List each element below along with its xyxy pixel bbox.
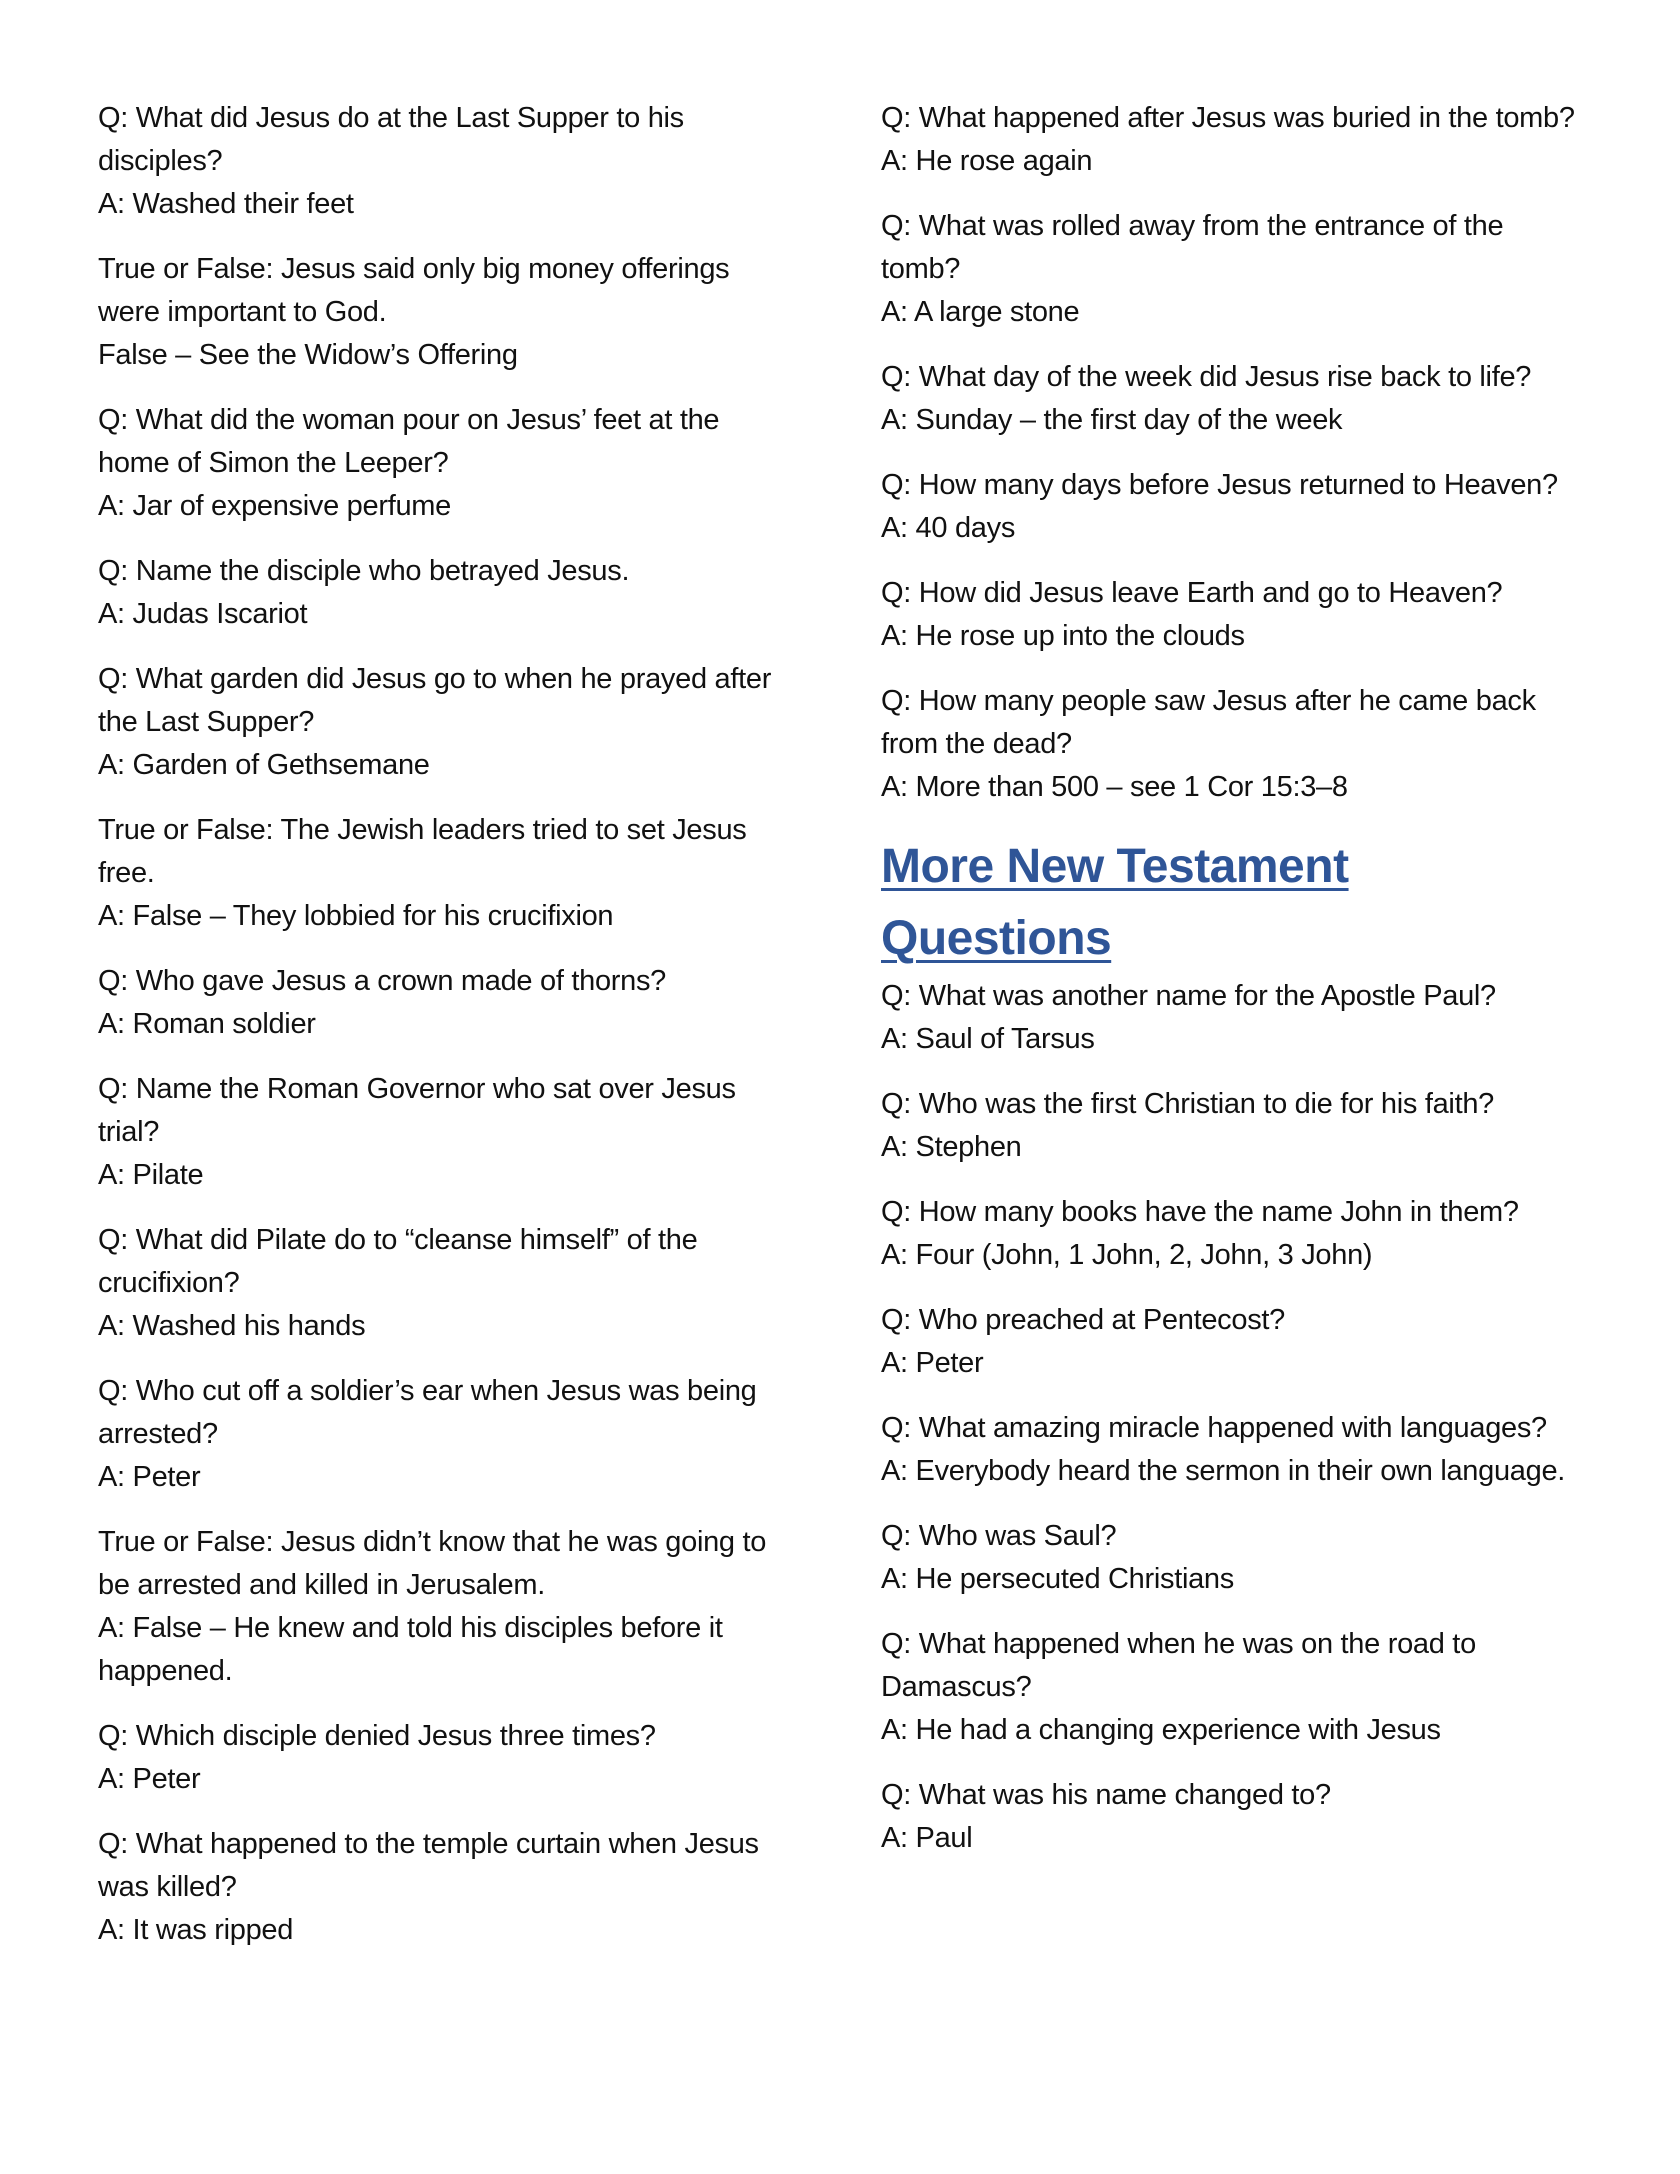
answer: A: Jar of expensive perfume xyxy=(98,490,451,522)
qa-item xyxy=(98,550,798,636)
question: Q: What was his name changed to? xyxy=(881,1779,1331,1811)
right-column xyxy=(881,97,1581,1882)
qa-item xyxy=(881,680,1581,809)
answer: A: Peter xyxy=(881,1347,984,1379)
qa-item xyxy=(881,464,1581,550)
qa-item xyxy=(98,1370,798,1499)
qa-item xyxy=(98,1068,798,1197)
question: Q: What was rolled away from the entrance of the tomb? xyxy=(881,210,1504,285)
qa-item xyxy=(98,658,798,787)
qa-item xyxy=(881,572,1581,658)
section-heading: More New Testament Questions xyxy=(881,840,1349,965)
qa-item xyxy=(881,975,1581,1061)
qa-item xyxy=(98,1823,798,1952)
answer: A: He rose up into the clouds xyxy=(881,620,1245,652)
answer: A: Paul xyxy=(881,1822,973,1854)
question: Q: How many people saw Jesus after he came back from the dead? xyxy=(881,685,1536,760)
question: Q: Who gave Jesus a crown made of thorns? xyxy=(98,965,666,997)
answer: A: Saul of Tarsus xyxy=(881,1023,1095,1055)
answer: A: Peter xyxy=(98,1763,201,1795)
question: True or False: The Jewish leaders tried to set Jesus free. xyxy=(98,814,747,889)
question: Q: How many days before Jesus returned to Heaven? xyxy=(881,469,1558,501)
question: Q: What amazing miracle happened with languages? xyxy=(881,1412,1547,1444)
question: Q: What did Jesus do at the Last Supper to his disciples? xyxy=(98,102,684,177)
qa-item xyxy=(881,1191,1581,1277)
answer: A: Garden of Gethsemane xyxy=(98,749,430,781)
answer: A: False – He knew and told his disciples before it happened. xyxy=(98,1612,723,1687)
question: Q: Name the Roman Governor who sat over Jesus trial? xyxy=(98,1073,736,1148)
answer: A: Judas Iscariot xyxy=(98,598,308,630)
qa-item xyxy=(881,1623,1581,1752)
answer: A: Washed his hands xyxy=(98,1310,366,1342)
left-column xyxy=(98,97,798,1974)
question: Q: What day of the week did Jesus rise back to life? xyxy=(881,361,1532,393)
question: Q: What happened to the temple curtain when Jesus was killed? xyxy=(98,1828,759,1903)
answer: A: He had a changing experience with Jesus xyxy=(881,1714,1441,1746)
qa-item xyxy=(881,1083,1581,1169)
qa-item xyxy=(881,1407,1581,1493)
question: Q: How did Jesus leave Earth and go to Heaven? xyxy=(881,577,1503,609)
qa-item xyxy=(98,1715,798,1801)
qa-item xyxy=(881,1515,1581,1601)
question: Q: Who preached at Pentecost? xyxy=(881,1304,1285,1336)
question: Q: Who was the first Christian to die for his faith? xyxy=(881,1088,1494,1120)
answer: A: Four (John, 1 John, 2, John, 3 John) xyxy=(881,1239,1373,1271)
qa-item xyxy=(98,960,798,1046)
answer: A: More than 500 – see 1 Cor 15:3–8 xyxy=(881,771,1348,803)
answer: A: A large stone xyxy=(881,296,1080,328)
question: Q: What did the woman pour on Jesus’ feet at the home of Simon the Leeper? xyxy=(98,404,720,479)
qa-item xyxy=(98,399,798,528)
question: Q: Name the disciple who betrayed Jesus. xyxy=(98,555,630,587)
question: Q: How many books have the name John in them? xyxy=(881,1196,1519,1228)
qa-item xyxy=(881,1299,1581,1385)
answer: A: It was ripped xyxy=(98,1914,294,1946)
answer: False – See the Widow’s Offering xyxy=(98,339,518,371)
answer: A: Everybody heard the sermon in their own language. xyxy=(881,1455,1566,1487)
qa-item xyxy=(98,1521,798,1693)
qa-item xyxy=(881,205,1581,334)
question: True or False: Jesus said only big money offerings were important to God. xyxy=(98,253,730,328)
qa-item xyxy=(98,1219,798,1348)
answer: A: He rose again xyxy=(881,145,1093,177)
question: True or False: Jesus didn’t know that he was going to be arrested and killed in Jerusalem. xyxy=(98,1526,767,1601)
qa-item xyxy=(881,356,1581,442)
question: Q: What happened when he was on the road to Damascus? xyxy=(881,1628,1476,1703)
qa-item xyxy=(881,97,1581,183)
answer: A: Pilate xyxy=(98,1159,204,1191)
question: Q: What happened after Jesus was buried in the tomb? xyxy=(881,102,1575,134)
question: Q: Who was Saul? xyxy=(881,1520,1117,1552)
answer: A: Sunday – the first day of the week xyxy=(881,404,1343,436)
qa-item xyxy=(98,97,798,226)
question: Q: What did Pilate do to “cleanse himself” of the crucifixion? xyxy=(98,1224,698,1299)
answer: A: Roman soldier xyxy=(98,1008,316,1040)
answer: A: Stephen xyxy=(881,1131,1022,1163)
answer: A: Washed their feet xyxy=(98,188,354,220)
qa-item xyxy=(881,1774,1581,1860)
question: Q: Who cut off a soldier’s ear when Jesus was being arrested? xyxy=(98,1375,757,1450)
answer: A: 40 days xyxy=(881,512,1016,544)
answer: A: False – They lobbied for his crucifixion xyxy=(98,900,614,932)
qa-item xyxy=(98,809,798,938)
answer: A: Peter xyxy=(98,1461,201,1493)
question: Q: What garden did Jesus go to when he prayed after the Last Supper? xyxy=(98,663,772,738)
question: Q: Which disciple denied Jesus three times? xyxy=(98,1720,656,1752)
question: Q: What was another name for the Apostle Paul? xyxy=(881,980,1496,1012)
qa-item xyxy=(98,248,798,377)
answer: A: He persecuted Christians xyxy=(881,1563,1234,1595)
